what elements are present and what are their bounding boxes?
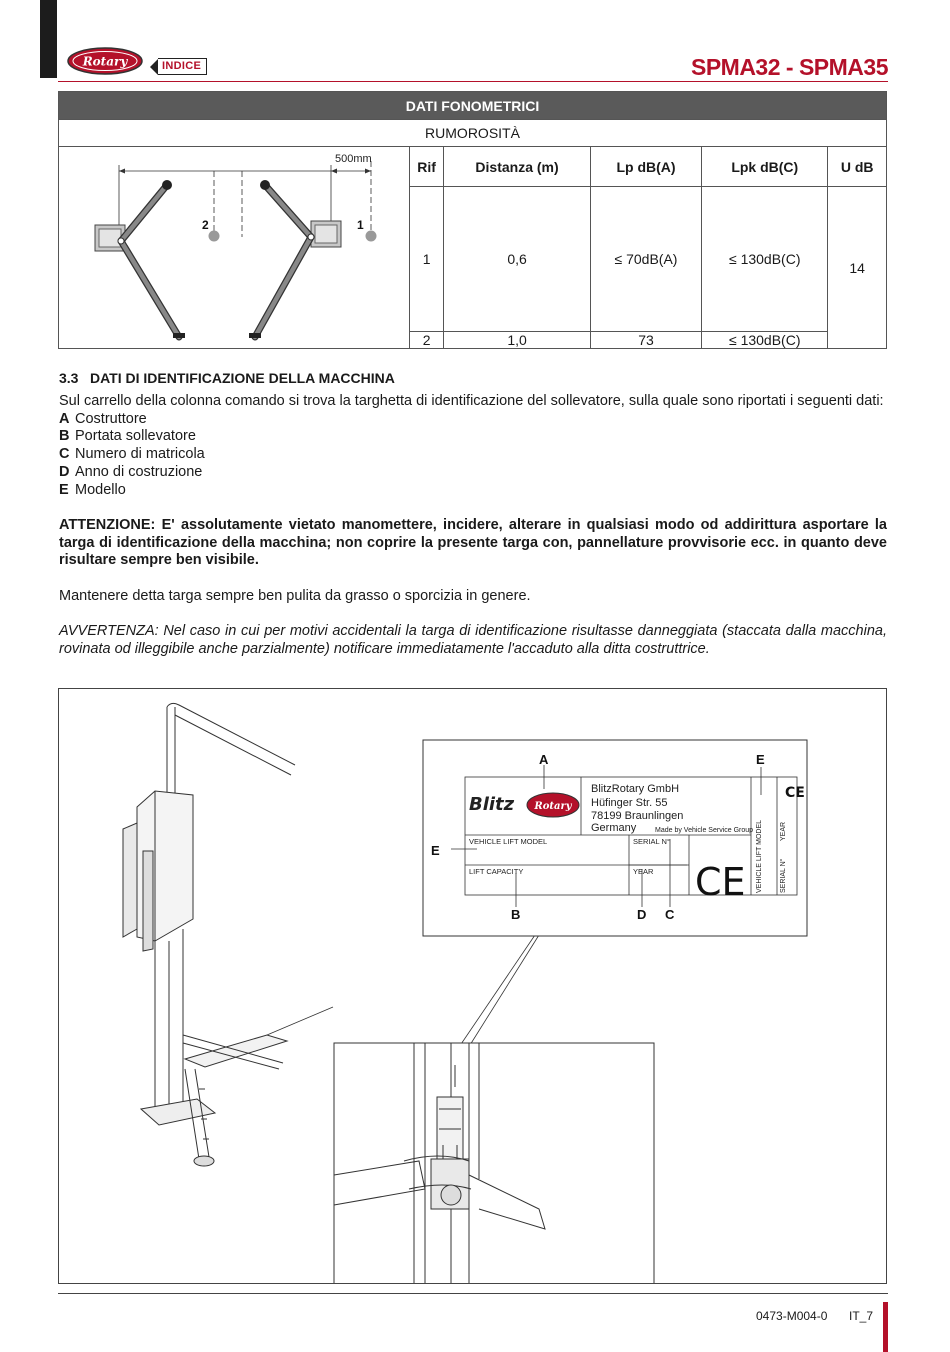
plate-small-ce: CE bbox=[785, 785, 805, 801]
list-item: B Portata sollevatore bbox=[59, 428, 196, 445]
nameplate-illustration bbox=[59, 689, 887, 1284]
plate-rotary-logo: Rotary bbox=[534, 801, 572, 812]
side-bar bbox=[40, 0, 57, 78]
callout-a: A bbox=[539, 752, 549, 767]
cell-rif: 1 bbox=[410, 187, 444, 332]
point-2-label: 2 bbox=[202, 218, 209, 232]
list-item: A Costruttore bbox=[59, 410, 147, 427]
col-lp: Lp dB(A) bbox=[590, 147, 701, 187]
cell-u: 14 bbox=[828, 187, 887, 349]
section-intro bbox=[59, 393, 887, 499]
nameplate-figure bbox=[58, 688, 887, 1284]
plate-vertical-year: YEAR bbox=[780, 821, 787, 841]
cell-lp: 73 bbox=[590, 332, 701, 349]
plate-serial-field: SERIAL N° bbox=[633, 837, 670, 846]
cell-rif: 2 bbox=[410, 332, 444, 349]
table-title: DATI FONOMETRICI bbox=[59, 92, 887, 120]
logo-text: Rotary bbox=[82, 54, 128, 69]
section-heading bbox=[59, 370, 395, 386]
plate-model-field: VEHICLE LIFT MODEL bbox=[469, 837, 548, 846]
left-arrow-icon bbox=[150, 59, 158, 75]
footer-doc-code: 0473-M004-0 bbox=[756, 1309, 828, 1323]
callout-e-left: E bbox=[431, 843, 440, 858]
table-subtitle: RUMOROSITÀ bbox=[59, 120, 887, 147]
col-distance: Distanza (m) bbox=[444, 147, 591, 187]
cell-distance: 1,0 bbox=[444, 332, 591, 349]
section-number: 3.3 bbox=[59, 370, 79, 386]
col-rif: Rif bbox=[410, 147, 444, 187]
plate-ce-mark: CE bbox=[695, 860, 746, 904]
list-item: E Modello bbox=[59, 481, 126, 498]
plate-blitz-logo: Blitz bbox=[469, 794, 515, 815]
footer-accent-bar bbox=[883, 1302, 888, 1352]
callout-d: D bbox=[637, 907, 647, 922]
measurement-drawing bbox=[59, 147, 410, 349]
warning-paragraph: ATTENZIONE: E' assolutamente vietato manomettere, incidere, alterare in qualsiasi modo od addirittura asportare la targa di identificazione della macchina; non coprire la presente targa con, pannellature provvisorie ecc. in quanto deve risultare sempre ben visibile. bbox=[59, 517, 887, 569]
callout-b: B bbox=[511, 907, 521, 922]
footer-page-number: IT_7 bbox=[849, 1309, 874, 1323]
list-item: D Anno di costruzione bbox=[59, 463, 203, 480]
plate-vertical-model: VEHICLE LIFT MODEL bbox=[756, 819, 763, 893]
plate-street: Hüfinger Str. 55 bbox=[591, 797, 668, 809]
col-lpk: Lpk dB(C) bbox=[702, 147, 828, 187]
cell-lp: ≤ 70dB(A) bbox=[590, 187, 701, 332]
plate-year-field: YEAR bbox=[633, 867, 654, 876]
noise-table bbox=[58, 91, 887, 349]
intro-text: Sul carrello della colonna comando si trova la targhetta di identificazione del sollevatore, sulla quale sono riportati i seguenti dati: bbox=[59, 393, 884, 409]
cell-lpk: ≤ 130dB(C) bbox=[702, 187, 828, 332]
cell-lpk: ≤ 130dB(C) bbox=[702, 332, 828, 349]
point-1-label: 1 bbox=[357, 218, 364, 232]
list-item: C Numero di matricola bbox=[59, 446, 205, 463]
dimension-label: 500mm bbox=[335, 153, 372, 165]
lift-arms-diagram bbox=[59, 147, 409, 345]
callout-e-top: E bbox=[756, 752, 765, 767]
footer-rule bbox=[58, 1293, 888, 1294]
plate-company: BlitzRotary GmbH bbox=[591, 783, 680, 795]
plate-made-by: Made by Vehicle Service Group bbox=[655, 827, 754, 834]
index-label: INDICE bbox=[158, 58, 207, 75]
header-rule bbox=[58, 81, 888, 82]
cell-distance: 0,6 bbox=[444, 187, 591, 332]
plate-vertical-serial: SERIAL N° bbox=[780, 858, 787, 893]
plate-capacity-field: LIFT CAPACITY bbox=[469, 867, 524, 876]
plate-city: 78199 Braunlingen bbox=[591, 810, 684, 822]
document-title: SPMA32 - SPMA35 bbox=[690, 54, 888, 80]
plate-country: Germany bbox=[591, 822, 637, 834]
col-u: U dB bbox=[828, 147, 887, 187]
maintenance-paragraph: Mantenere detta targa sempre ben pulita da grasso o sporcizia in genere. bbox=[59, 588, 531, 604]
rotary-logo bbox=[67, 46, 143, 76]
section-title: DATI DI IDENTIFICAZIONE DELLA MACCHINA bbox=[90, 370, 395, 386]
callout-c: C bbox=[665, 907, 675, 922]
notice-paragraph: AVVERTENZA: Nel caso in cui per motivi accidentali la targa di identificazione risultasse danneggiata (staccata dalla macchina, rovinata od illeggibile anche parzialmente) notificare immediatamente l'accaduto alla ditta costruttrice. bbox=[59, 623, 887, 657]
index-button[interactable] bbox=[150, 58, 207, 75]
